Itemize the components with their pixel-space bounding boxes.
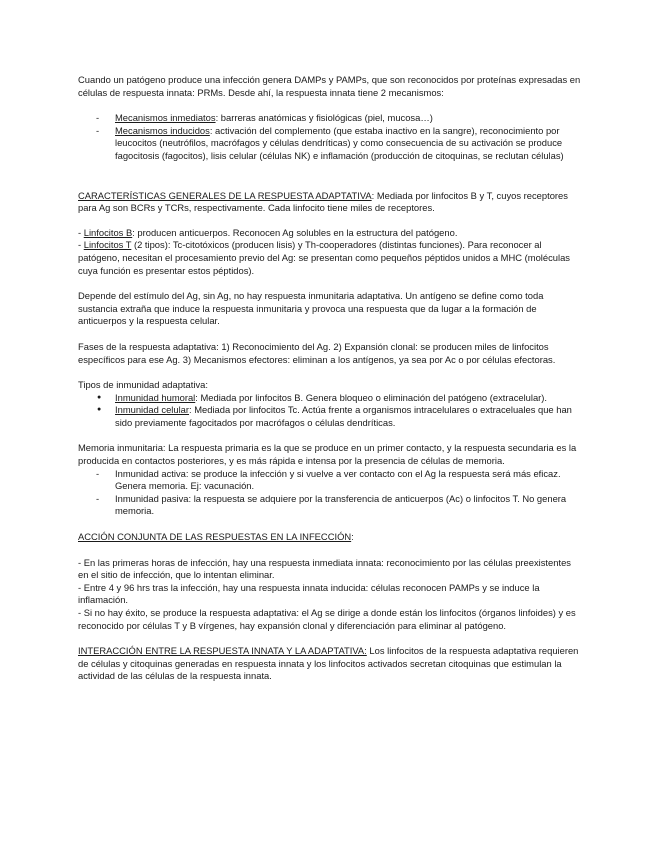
dash-bullet: -	[96, 492, 100, 504]
humoral-immunity-label: Inmunidad humoral	[115, 391, 196, 403]
joint-action-item: - En las primeras horas de infección, hay una respuesta inmediata innata: reconocimiento por las células preexistentes en el sitio de infección, que lo intentan eliminar.	[78, 556, 571, 581]
dash-bullet: -	[96, 124, 100, 136]
dot-bullet: ●	[97, 393, 102, 401]
antigen-paragraph: Depende del estímulo del Ag, sin Ag, no hay respuesta inmunitaria adaptativa. Un antígeno se define como toda sustancia extraña que induce la respuesta inmunitaria y provoca una respuesta que da lugar a la formación de anticuerpos y la respuesta celular.	[78, 290, 544, 327]
interaction-text: Los linfocitos de la respuesta adaptativa requieren de células y citoquinas generadas en respuesta innata y los linfocitos activados secretan citoquinas que estimulan la actividad de las células de la respuesta innata.	[78, 645, 579, 682]
interaction-heading: INTERACCIÓN ENTRE LA RESPUESTA INNATA Y LA ADAPTATIVA:	[78, 645, 367, 657]
list-item	[78, 125, 582, 163]
lymphocytes-t-paragraph	[78, 239, 582, 277]
immunity-types-list	[78, 392, 582, 430]
induced-mechanisms-label: Mecanismos inducidos	[115, 124, 210, 136]
dot-bullet: ●	[97, 406, 102, 414]
cellular-immunity-text: : Mediada por linfocitos Tc. Actúa frente a organismos intracelulares o extraceluales que han sido previamente fagocitados por macrófagos o células dendríticas.	[115, 404, 572, 428]
joint-action-item: - Entre 4 y 96 hrs tras la infección, hay una respuesta innata inducida: células reconocen PAMPs y se induce la inflamación.	[78, 581, 540, 606]
heading-colon: :	[351, 531, 354, 543]
lymphocytes-b-text: : producen anticuerpos. Reconocen Ag solubles en la estructura del patógeno.	[132, 226, 458, 238]
humoral-immunity-text: : Mediada por linfocitos B. Genera bloqueo o eliminación del patógeno (extracelular).	[195, 391, 548, 403]
document-page	[78, 74, 582, 683]
joint-action-item: - Si no hay éxito, se produce la respuesta adaptativa: el Ag se dirige a donde están los linfocitos (órganos linfoides) y es reconocido por células T y B vírgenes, hay expansión clonal y diferenciación para eliminar al patógeno.	[78, 607, 576, 631]
list-item	[78, 493, 582, 518]
lymphocytes-t-text: (2 tipos): Tc-citotóxicos (producen lisis) y Th-cooperadores (distintas funciones). Para reconocer al patógeno, necesitan el procesamiento previo del Ag: se presentan como pequeños péptidos unidos a MHC (moléculas cuya función es presentar estos péptidos).	[78, 239, 570, 276]
immunity-types-title: Tipos de inmunidad adaptativa:	[78, 379, 208, 391]
active-immunity-text: Inmunidad activa: se produce la infección y si vuelve a ver contacto con el Ag la respuesta será más eficaz. Genera memoria. Ej: vacunación.	[115, 467, 561, 492]
dash-prefix: -	[78, 226, 84, 238]
adaptive-characteristics-text: : Mediada por linfocitos B y T, cuyos receptores para Ag son BCRs y TCRs, respectivamente. Cada linfocito tiene miles de receptores.	[78, 189, 568, 214]
passive-immunity-text: Inmunidad pasiva: la respuesta se adquiere por la transferencia de anticuerpos (Ac) o linfocitos T. No genera memoria.	[115, 492, 567, 517]
immunity-kinds-list	[78, 468, 582, 518]
adaptive-characteristics-heading: CARACTERÍSTICAS GENERALES DE LA RESPUESTA ADAPTATIVA	[78, 189, 372, 201]
lymphocytes-b-label: Linfocitos B	[83, 226, 133, 238]
lymphocytes-t-label: Linfocitos T	[83, 239, 132, 251]
dash-bullet: -	[96, 467, 100, 479]
dash-prefix: -	[78, 239, 84, 251]
adaptive-characteristics-paragraph	[78, 190, 582, 215]
list-item	[78, 392, 582, 405]
interaction-paragraph	[78, 645, 582, 683]
phases-paragraph: Fases de la respuesta adaptativa: 1) Reconocimiento del Ag. 2) Expansión clonal: se producen miles de linfocitos específicos para ese Ag. 3) Mecanismos efectores: eliminan a los antígenos, ya sea por Ac o por células efectoras.	[78, 340, 556, 365]
intro-paragraph: Cuando un patógeno produce una infección genera DAMPs y PAMPs, que son reconocidos por proteínas expresadas en células de respuesta innata: PRMs. Desde ahí, la respuesta innata tiene 2 mecanismos:	[78, 74, 581, 98]
cellular-immunity-label: Inmunidad celular	[115, 404, 190, 416]
immediate-mechanisms-label: Mecanismos inmediatos	[115, 112, 216, 124]
immediate-mechanisms-text: : barreras anatómicas y fisiológicas (piel, mucosa…)	[215, 112, 433, 124]
innate-mechanisms-list	[78, 112, 582, 162]
list-item	[78, 112, 582, 125]
list-item	[78, 468, 582, 493]
lymphocytes-b-paragraph	[78, 227, 582, 240]
joint-action-heading: ACCIÓN CONJUNTA DE LAS RESPUESTAS EN LA INFECCIÓN	[78, 531, 352, 543]
dash-bullet: -	[96, 112, 100, 124]
joint-action-heading-line	[78, 531, 582, 544]
induced-mechanisms-text: : activación del complemento (que estaba inactivo en la sangre), reconocimiento por leucocitos (neutrófilos, macrófagos y células dendríticas) y como consecuencia de su activación se produce fagocitosis (fagocitos), lisis celular (células NK) e inflamación (producción de citoquinas, se reclutan células)	[115, 124, 564, 161]
list-item	[78, 404, 582, 429]
memory-paragraph: Memoria inmunitaria: La respuesta primaria es la que se produce en un primer contacto, y la respuesta secundaria es la producida en contactos posteriores, y es más rápida e intensa por la presencia de células de memoria.	[78, 442, 577, 467]
